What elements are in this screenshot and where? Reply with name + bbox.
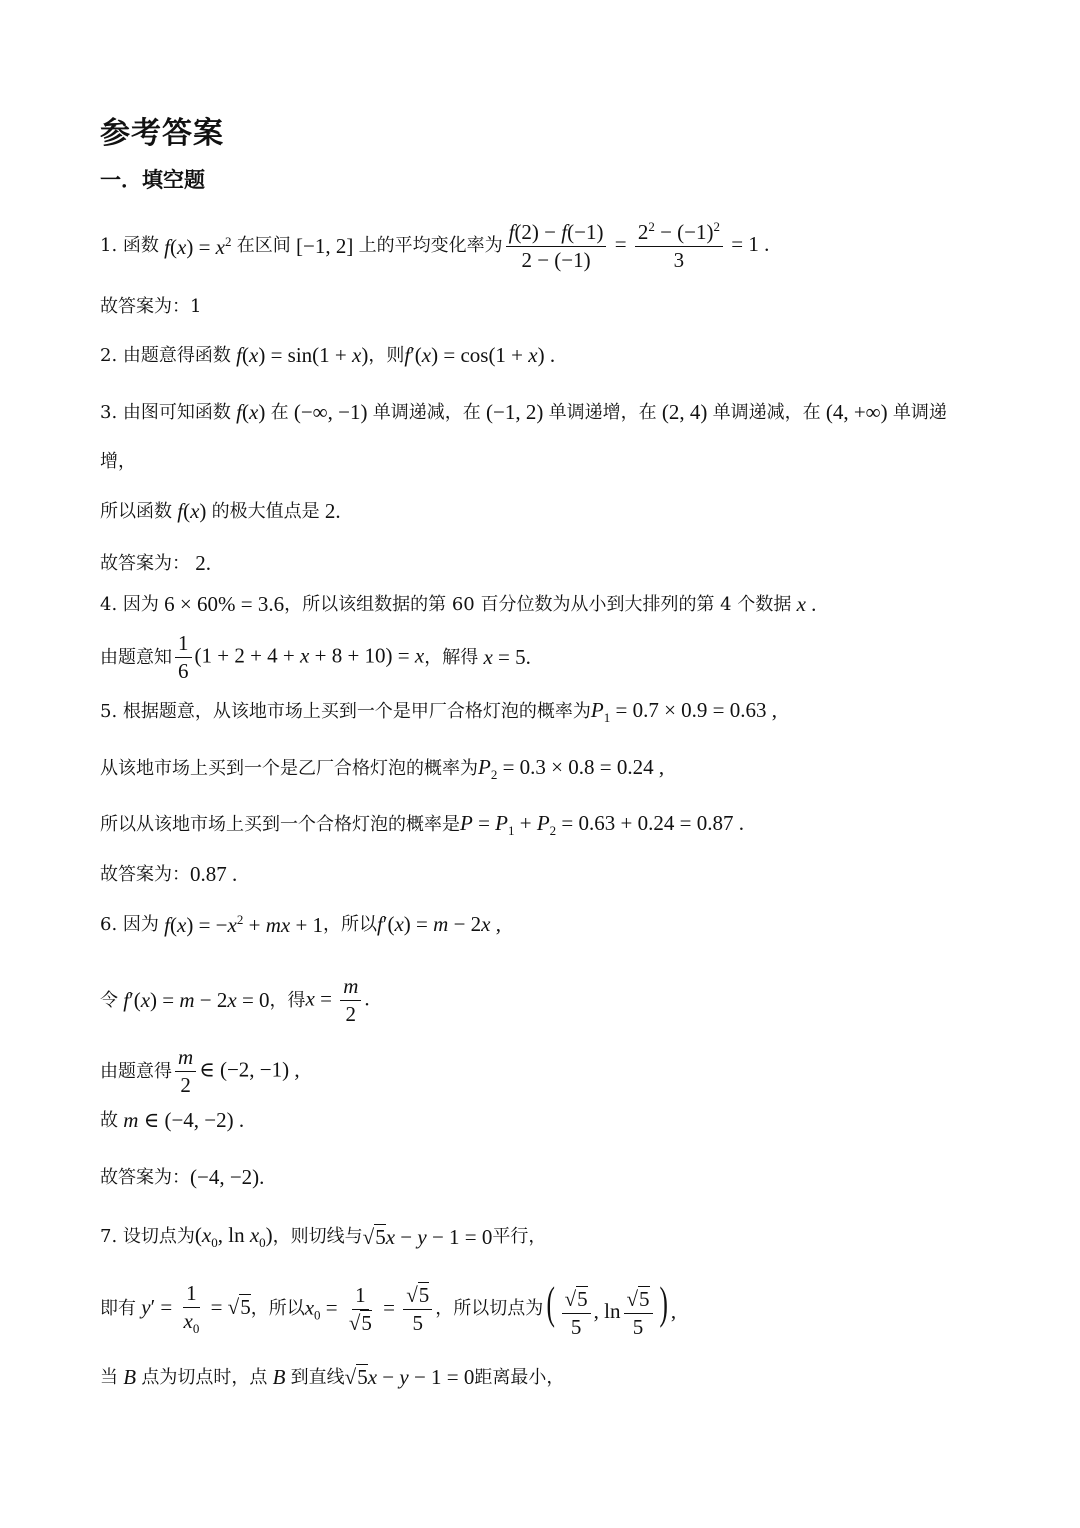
q2-prefix: 2. 由题意得函数 [100, 344, 231, 366]
q4-line: 4. 因为 6 × 60% = 3.6 ，所以该组数据的第 60 百分位数为从小到大排列的第 4 个数据 x . [100, 592, 817, 616]
q1-prefix: 1. 函数 [100, 235, 159, 257]
q1-answer: 故答案为：1 [100, 296, 202, 317]
q2-mid: ，则 [368, 344, 405, 366]
q6-line2: 令 f′(x) = m − 2x = 0 ，得 x = $\frac{m}{2}$ . [100, 974, 370, 1027]
q1-line [100, 220, 769, 272]
q6-line3: 由题意得 $\frac{m}{2}$ ∈ (−2, −1) , [100, 1045, 300, 1098]
q2-func: f(x) = sin(1 + x) [236, 343, 369, 367]
q5-line: 5. 根据题意，从该地市场上买到一个是甲厂合格灯泡的概率为 $P_1 = 0.7 \times 0.9 = 0.63$ , [100, 698, 778, 726]
q4-equation: 由题意知 $\frac{1}{6}$ (1 + 2 + 4 + x + 8 + 10) = x ，解得 x = 5. [100, 631, 531, 684]
q3-conclusion: 所以函数 f(x) 的极大值点是 2. [100, 499, 341, 523]
q3-wrap: 增， [100, 451, 136, 472]
q5-line2: 从该地市场上买到一个是乙厂合格灯泡的概率为 $P_2 = 0.3 \times 0.8 = 0.24$ , [100, 755, 665, 783]
q7-line2: 即有 y′ = $\frac{1}{x_0}$ = √5 ，所以 $x_0$ = $\frac{1}{√5}$ = $\frac{√5}{5}$ ，所以切点为 ( $\frac{√5}{5}$ , ln $\frac{√5}{5}$ ) , [100, 1277, 677, 1339]
q1-mid2: 上的平均变化率为 [358, 235, 503, 257]
q2-line [100, 345, 555, 366]
q3-line: 3. 由图可知函数 f(x) 在 (−∞, −1) 单调递减，在 (−1, 2) 单调递增，在 (2, 4) 单调递减，在 (4, +∞) 单调递 [100, 400, 947, 424]
q1-mid: 在区间 [236, 235, 291, 257]
page-title: 参考答案 [100, 116, 224, 151]
q5-answer: 故答案为： 0.87 . [100, 862, 238, 886]
q7-line3: 当 B 点为切点时，点 B 到直线 √5x − y − 1 = 0 距离最小， [100, 1365, 565, 1389]
q2-deriv: f′(x) = cos(1 + x) . [404, 343, 556, 367]
q7-line: 7. 设切点为 ($x_0$, $\ln x_0$) ，则切线与 √5x − y − 1 = 0 平行， [100, 1223, 547, 1251]
q1-interval: [−1, 2] [290, 233, 359, 258]
q3-answer: 故答案为： 2. [100, 551, 211, 575]
q1-func: $f(x) = x^2$ [164, 233, 232, 259]
q6-line4: 故 m ∈ (−4, −2) . [100, 1108, 245, 1132]
q6-line: 6. 因为 $f(x) = -x^2$ + mx + 1 ，所以 f′(x) = m − 2x , [100, 912, 501, 937]
q1-formula: $\frac{f(2) - f(-1)}{2 - (-1)}$ = $\frac{2^2 - (-1)^2}{3}$ = 1 . [503, 220, 770, 272]
q5-line3: 所以从该地市场上买到一个合格灯泡的概率是 $P = P_1 + P_2 = 0.63 + 0.24 = 0.87$ . [100, 811, 744, 839]
section-heading: 一．填空题 [100, 167, 205, 192]
q6-answer: 故答案为： (−4, −2). [100, 1165, 265, 1189]
